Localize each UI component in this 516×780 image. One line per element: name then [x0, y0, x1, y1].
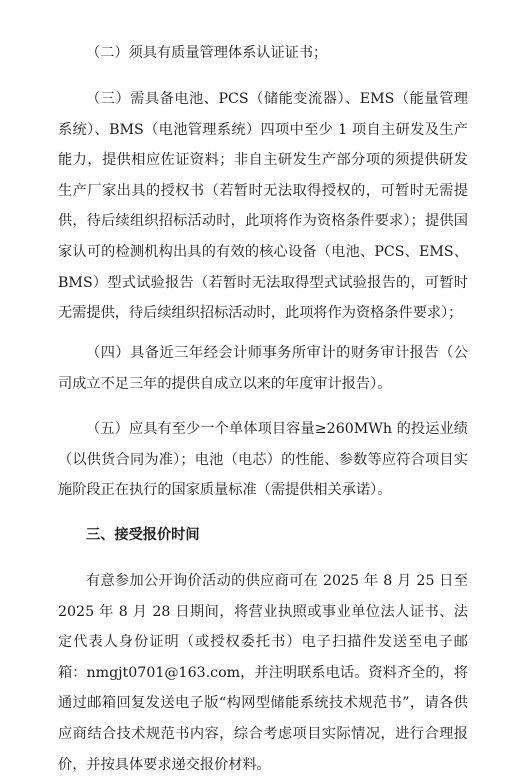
paragraph-item-2: （二）须具有质量管理体系认证证书；: [86, 45, 328, 61]
paragraph-quote-submission: 有意参加公开询价活动的供应商可在 2025 年 8 月 25 日至 2025 年 8 月 28 日期间，将营业执照或事业单位法人证书、法定代表人身份证明（或授权委托书）电子扫描件发送至电子邮箱：nmgjt0701@163.com，并注明联系电话。资料齐全的，将通过邮箱回复发送电子版“构网型储能系统技术规范书”，请各供应商结合技术规范书内容，综合考虑项目实际情况，进行合理报价，并按具体要求递交报价材料。: [58, 573, 468, 773]
paragraph-item-4: （四）具备近三年经会计师事务所审计的财务审计报告（公司成立不足三年的提供自成立以来的年度审计报告）。: [58, 345, 468, 392]
paragraph-item-5: （五）应具有至少一个单体项目容量≥260MWh 的投运业绩（以供货合同为准）；电池（电芯）的性能、参数等应符合项目实施阶段正在执行的国家质量标准（需提供相关承诺）。: [58, 421, 468, 499]
paragraph-item-3: （三）需具备电池、PCS（储能变流器）、EMS（能量管理系统）、BMS（电池管理系统）四项中至少 1 项自主研发及生产能力，提供相应佐证资料；非自主研发生产部分项的须提供研发生产厂家出具的授权书（若暂时无法取得授权的，可暂时无需提供，待后续组织招标活动时，此项将作为资格条件要求）；提供国家认可的检测机构出具的有效的核心设备（电池、PCS、EMS、BMS）型式试验报告（若暂时无法取得型式试验报告的，可暂时无需提供，待后续组织招标活动时，此项将作为资格条件要求）；: [58, 91, 468, 322]
section-heading-receive-quotes: 三、接受报价时间: [86, 527, 200, 543]
